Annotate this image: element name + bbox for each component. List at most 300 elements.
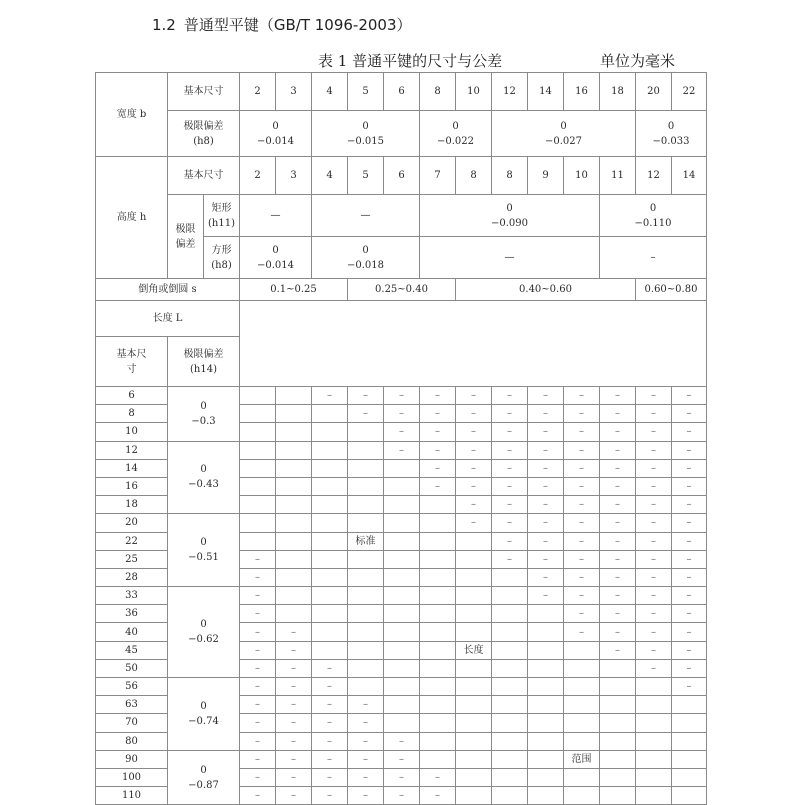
length-grid-cell	[348, 605, 384, 623]
length-grid-cell: –	[528, 532, 564, 550]
length-grid-cell: –	[672, 477, 707, 495]
length-grid-cell	[456, 568, 492, 586]
length-grid-cell: –	[672, 550, 707, 568]
length-grid-cell: –	[348, 768, 384, 786]
length-grid-cell	[240, 532, 276, 550]
square-tol-cell: 0 −0.018	[312, 237, 420, 279]
length-grid-cell: –	[276, 732, 312, 750]
height-basic-cell: 7	[420, 157, 456, 195]
length-grid-cell: –	[528, 550, 564, 568]
length-grid-cell: –	[420, 477, 456, 495]
length-grid-cell	[384, 678, 420, 696]
length-grid-cell: –	[672, 496, 707, 514]
width-basic-cell: 6	[384, 73, 420, 111]
length-grid-cell	[564, 678, 600, 696]
length-grid-cell	[492, 568, 528, 586]
length-tol-cell: 0 −0.3	[168, 387, 240, 442]
length-grid-cell	[456, 787, 492, 805]
square-cell: –	[600, 237, 707, 279]
length-grid-cell	[276, 423, 312, 441]
length-grid-cell	[240, 477, 276, 495]
length-grid-cell: –	[672, 587, 707, 605]
length-tol-cell: 0 −0.62	[168, 587, 240, 678]
width-basic-cell: 22	[672, 73, 707, 111]
length-grid-cell	[420, 732, 456, 750]
length-grid-cell: –	[420, 387, 456, 405]
length-grid-cell	[528, 641, 564, 659]
length-grid-cell: –	[240, 659, 276, 677]
length-grid-cell: –	[384, 732, 420, 750]
chamfer-label: 倒角或倒圆 s	[96, 279, 240, 301]
height-basic-cell: 10	[564, 157, 600, 195]
length-grid-cell	[276, 405, 312, 423]
length-grid-cell: –	[600, 587, 636, 605]
length-grid-cell: –	[492, 477, 528, 495]
width-basic-cell: 10	[456, 73, 492, 111]
length-grid-cell	[492, 641, 528, 659]
length-grid-cell: –	[456, 405, 492, 423]
length-grid-cell	[456, 550, 492, 568]
width-tol-cell: 0 −0.015	[312, 111, 420, 157]
length-grid-cell: –	[492, 496, 528, 514]
width-tol-cell: 0 −0.022	[420, 111, 492, 157]
length-grid-cell: –	[600, 605, 636, 623]
length-grid-cell	[348, 514, 384, 532]
length-grid-cell: –	[636, 568, 672, 586]
length-grid-cell	[312, 550, 348, 568]
length-size-cell: 110	[96, 787, 168, 805]
length-grid-cell: –	[600, 514, 636, 532]
length-grid-cell	[672, 750, 707, 768]
length-grid-cell: –	[240, 787, 276, 805]
length-grid-cell	[312, 423, 348, 441]
length-grid-cell: –	[528, 387, 564, 405]
length-row	[96, 387, 707, 405]
rect-tol-cell: 0 −0.090	[420, 195, 600, 237]
height-basic-cell: 5	[348, 157, 384, 195]
length-grid-cell: –	[564, 623, 600, 641]
length-row	[96, 587, 707, 605]
length-grid-cell	[420, 696, 456, 714]
length-grid-cell: –	[672, 387, 707, 405]
length-grid-cell	[312, 441, 348, 459]
length-grid-cell	[420, 659, 456, 677]
length-label: 长度 L	[96, 301, 240, 337]
square-label: 方形 (h8)	[204, 237, 240, 279]
height-basic-label: 基本尺寸	[168, 157, 240, 195]
length-grid-cell	[312, 641, 348, 659]
length-grid-cell	[276, 459, 312, 477]
length-grid-cell: –	[312, 387, 348, 405]
length-grid-cell: –	[636, 496, 672, 514]
length-size-cell: 6	[96, 387, 168, 405]
length-grid-cell: 范围	[564, 750, 600, 768]
length-grid-cell	[276, 387, 312, 405]
length-grid-cell	[420, 714, 456, 732]
length-grid-cell: –	[456, 496, 492, 514]
length-grid-cell	[348, 477, 384, 495]
length-grid-cell	[456, 678, 492, 696]
length-size-cell: 12	[96, 441, 168, 459]
length-grid-cell	[492, 605, 528, 623]
length-grid-cell: –	[348, 696, 384, 714]
length-grid-cell: –	[312, 659, 348, 677]
length-grid-cell	[492, 623, 528, 641]
length-grid-cell: –	[672, 605, 707, 623]
length-grid-cell: –	[636, 441, 672, 459]
length-grid-cell: –	[600, 496, 636, 514]
length-grid-cell	[636, 678, 672, 696]
length-size-cell: 25	[96, 550, 168, 568]
length-grid-cell: –	[240, 568, 276, 586]
length-grid-cell: –	[348, 732, 384, 750]
height-basic-cell: 4	[312, 157, 348, 195]
length-grid-cell: –	[420, 405, 456, 423]
length-grid-cell: –	[564, 405, 600, 423]
length-grid-cell	[348, 641, 384, 659]
length-size-cell: 20	[96, 514, 168, 532]
length-grid-cell: –	[672, 405, 707, 423]
height-basic-cell: 2	[240, 157, 276, 195]
length-grid-cell	[420, 678, 456, 696]
length-grid-cell	[600, 696, 636, 714]
length-grid-cell: –	[384, 787, 420, 805]
length-grid-cell: –	[240, 550, 276, 568]
length-grid-cell: –	[600, 441, 636, 459]
length-grid-cell: –	[528, 459, 564, 477]
length-grid-cell	[312, 532, 348, 550]
width-basic-cell: 5	[348, 73, 384, 111]
length-grid-cell: –	[348, 714, 384, 732]
length-grid-cell: –	[420, 768, 456, 786]
length-grid-cell: –	[672, 678, 707, 696]
length-row	[96, 678, 707, 696]
length-grid-cell	[312, 605, 348, 623]
length-grid-cell	[636, 732, 672, 750]
length-size-cell: 28	[96, 568, 168, 586]
length-size-cell: 36	[96, 605, 168, 623]
length-grid-cell: –	[636, 587, 672, 605]
length-grid-cell	[564, 714, 600, 732]
length-size-cell: 22	[96, 532, 168, 550]
length-grid-cell: –	[600, 459, 636, 477]
length-grid-cell: –	[492, 459, 528, 477]
length-grid-cell: –	[492, 423, 528, 441]
length-grid-cell	[564, 696, 600, 714]
length-grid-cell	[564, 641, 600, 659]
height-basic-cell: 12	[636, 157, 672, 195]
length-grid-cell	[456, 605, 492, 623]
length-grid-cell: –	[492, 387, 528, 405]
length-grid-cell: –	[600, 477, 636, 495]
length-grid-cell: –	[600, 405, 636, 423]
length-size-cell: 70	[96, 714, 168, 732]
table-caption: 表 1 普通平键的尺寸与公差	[318, 52, 503, 70]
length-size-cell: 8	[96, 405, 168, 423]
length-size-cell: 33	[96, 587, 168, 605]
length-grid-cell: –	[636, 423, 672, 441]
length-grid-cell: –	[636, 387, 672, 405]
length-tol-cell: 0 −0.51	[168, 514, 240, 587]
length-grid-cell	[564, 787, 600, 805]
length-grid-cell: –	[240, 641, 276, 659]
length-grid-cell: –	[636, 532, 672, 550]
length-row	[96, 514, 707, 532]
length-grid-cell: –	[528, 568, 564, 586]
width-tol-cell: 0 −0.014	[240, 111, 312, 157]
length-grid-cell: –	[240, 768, 276, 786]
chamfer-range: 0.40~0.60	[456, 279, 636, 301]
length-grid-cell: –	[384, 405, 420, 423]
length-grid-cell	[348, 423, 384, 441]
length-grid-cell: –	[564, 441, 600, 459]
length-grid-cell	[276, 605, 312, 623]
length-grid-cell	[420, 587, 456, 605]
length-grid-cell: –	[672, 532, 707, 550]
width-basic-cell: 20	[636, 73, 672, 111]
length-grid-cell: –	[672, 459, 707, 477]
length-grid-cell: –	[564, 387, 600, 405]
length-grid-cell: –	[312, 768, 348, 786]
length-grid-cell	[492, 696, 528, 714]
chamfer-range: 0.1~0.25	[240, 279, 348, 301]
length-grid-cell: –	[240, 696, 276, 714]
length-grid-cell	[456, 732, 492, 750]
length-grid-cell	[492, 714, 528, 732]
length-grid-cell: –	[564, 459, 600, 477]
length-grid-cell: –	[600, 387, 636, 405]
length-grid-cell	[528, 732, 564, 750]
length-grid-cell	[276, 587, 312, 605]
length-grid-cell	[600, 750, 636, 768]
length-header-blank	[240, 301, 707, 387]
length-size-cell: 50	[96, 659, 168, 677]
length-grid-cell	[384, 477, 420, 495]
length-grid-cell: –	[528, 405, 564, 423]
length-grid-cell	[348, 441, 384, 459]
length-grid-cell	[384, 496, 420, 514]
length-grid-cell	[492, 750, 528, 768]
length-grid-cell	[492, 768, 528, 786]
length-grid-cell	[420, 496, 456, 514]
length-grid-cell	[384, 568, 420, 586]
height-tol-label: 极限偏差	[168, 195, 204, 279]
length-grid-cell	[600, 732, 636, 750]
width-label: 宽度 b	[96, 73, 168, 157]
length-grid-cell	[348, 496, 384, 514]
length-grid-cell: –	[240, 678, 276, 696]
length-grid-cell	[348, 678, 384, 696]
length-grid-cell	[384, 696, 420, 714]
length-grid-cell	[492, 659, 528, 677]
length-grid-cell: –	[456, 514, 492, 532]
length-grid-cell: –	[240, 732, 276, 750]
length-grid-cell: –	[564, 568, 600, 586]
length-grid-cell: 标准	[348, 532, 384, 550]
length-grid-cell	[348, 550, 384, 568]
length-grid-cell: –	[600, 550, 636, 568]
width-tol-label: 极限偏差 (h8)	[168, 111, 240, 157]
length-size-cell: 56	[96, 678, 168, 696]
key-dimensions-table	[95, 72, 707, 805]
length-grid-cell	[528, 623, 564, 641]
length-grid-cell: –	[456, 423, 492, 441]
length-grid-cell: –	[240, 623, 276, 641]
length-grid-cell: –	[564, 550, 600, 568]
length-grid-cell	[384, 623, 420, 641]
length-grid-cell	[276, 441, 312, 459]
length-grid-cell: –	[564, 423, 600, 441]
length-grid-cell: –	[672, 423, 707, 441]
length-grid-cell	[312, 514, 348, 532]
length-size-cell: 10	[96, 423, 168, 441]
length-grid-cell: –	[348, 750, 384, 768]
length-grid-cell: –	[528, 477, 564, 495]
chamfer-range: 0.60~0.80	[636, 279, 707, 301]
length-grid-cell: –	[276, 768, 312, 786]
length-grid-cell: –	[240, 605, 276, 623]
length-grid-cell: –	[420, 423, 456, 441]
length-grid-cell	[456, 532, 492, 550]
length-grid-cell: –	[672, 441, 707, 459]
length-grid-cell	[600, 768, 636, 786]
length-grid-cell: –	[240, 587, 276, 605]
length-grid-cell: –	[420, 787, 456, 805]
length-grid-cell: –	[312, 787, 348, 805]
length-grid-cell: –	[636, 550, 672, 568]
length-grid-cell	[672, 714, 707, 732]
length-grid-cell: –	[276, 659, 312, 677]
section-number: 1.2	[152, 16, 176, 34]
length-grid-cell: –	[564, 532, 600, 550]
length-grid-cell	[384, 641, 420, 659]
length-grid-cell: –	[312, 750, 348, 768]
width-tol-cell: 0 −0.027	[492, 111, 636, 157]
length-grid-cell	[384, 550, 420, 568]
length-grid-cell: –	[528, 423, 564, 441]
length-grid-cell: –	[492, 441, 528, 459]
length-grid-cell	[564, 732, 600, 750]
length-grid-cell	[492, 678, 528, 696]
length-grid-cell: –	[636, 623, 672, 641]
length-grid-cell: –	[636, 405, 672, 423]
width-basic-cell: 3	[276, 73, 312, 111]
section-heading	[152, 14, 412, 35]
length-grid-cell	[672, 768, 707, 786]
length-grid-cell: –	[456, 387, 492, 405]
length-grid-cell: –	[348, 387, 384, 405]
width-basic-label: 基本尺寸	[168, 73, 240, 111]
table-header-body	[96, 73, 707, 387]
length-grid-cell: –	[276, 787, 312, 805]
length-size-cell: 63	[96, 696, 168, 714]
length-grid-cell: –	[564, 477, 600, 495]
width-basic-cell: 2	[240, 73, 276, 111]
length-grid-cell	[420, 568, 456, 586]
length-grid-cell: –	[492, 514, 528, 532]
length-grid-cell	[672, 732, 707, 750]
length-grid-cell	[528, 768, 564, 786]
section-title: 普通型平键（GB/T 1096-2003）	[183, 16, 412, 34]
length-grid-cell: –	[384, 423, 420, 441]
length-grid-cell	[528, 605, 564, 623]
length-grid-cell	[348, 459, 384, 477]
length-grid-cell: –	[672, 659, 707, 677]
width-basic-cell: 16	[564, 73, 600, 111]
length-grid-cell: –	[600, 623, 636, 641]
length-grid-cell: –	[276, 750, 312, 768]
length-grid-cell: –	[636, 459, 672, 477]
length-grid-cell	[240, 441, 276, 459]
length-grid-cell: –	[276, 678, 312, 696]
height-basic-cell: 8	[456, 157, 492, 195]
length-grid-cell	[456, 659, 492, 677]
length-grid-cell	[420, 641, 456, 659]
length-grid-cell: –	[312, 714, 348, 732]
height-basic-cell: 6	[384, 157, 420, 195]
length-grid-cell: –	[456, 477, 492, 495]
square-cell: —	[420, 237, 600, 279]
width-basic-cell: 8	[420, 73, 456, 111]
width-basic-cell: 18	[600, 73, 636, 111]
length-grid-cell: –	[348, 787, 384, 805]
length-grid-cell	[384, 459, 420, 477]
length-grid-cell: –	[240, 714, 276, 732]
length-size-cell: 100	[96, 768, 168, 786]
length-grid-cell	[420, 532, 456, 550]
length-grid-cell: –	[636, 605, 672, 623]
length-grid-cell	[312, 405, 348, 423]
length-grid-cell	[312, 459, 348, 477]
length-grid-cell	[384, 714, 420, 732]
length-grid-cell: –	[564, 514, 600, 532]
width-basic-cell: 14	[528, 73, 564, 111]
length-grid-cell: –	[420, 459, 456, 477]
length-grid-cell: –	[312, 732, 348, 750]
length-grid-cell	[600, 659, 636, 677]
length-grid-cell: –	[384, 750, 420, 768]
width-basic-cell: 12	[492, 73, 528, 111]
length-grid-cell	[384, 532, 420, 550]
length-grid-cell	[420, 750, 456, 768]
length-grid-cell	[528, 696, 564, 714]
length-grid-cell: –	[276, 641, 312, 659]
length-grid-cell	[528, 750, 564, 768]
length-grid-cell	[276, 477, 312, 495]
length-grid-cell: –	[528, 514, 564, 532]
length-grid-cell: –	[600, 641, 636, 659]
length-grid-cell	[456, 750, 492, 768]
width-tol-cell: 0 −0.033	[636, 111, 707, 157]
length-grid-cell: –	[600, 568, 636, 586]
length-grid-cell	[564, 659, 600, 677]
length-grid-cell	[348, 587, 384, 605]
length-grid-cell: –	[528, 496, 564, 514]
length-grid-cell: –	[672, 623, 707, 641]
length-grid-cell	[240, 405, 276, 423]
length-grid-cell	[636, 787, 672, 805]
length-size-cell: 40	[96, 623, 168, 641]
length-grid-cell	[600, 714, 636, 732]
length-grid-cell	[456, 714, 492, 732]
length-grid-cell	[276, 532, 312, 550]
length-grid-cell: –	[636, 641, 672, 659]
length-grid-cell: –	[456, 441, 492, 459]
length-grid-cell	[492, 587, 528, 605]
length-grid-cell	[348, 659, 384, 677]
length-grid-cell	[312, 623, 348, 641]
length-grid-cell	[240, 514, 276, 532]
